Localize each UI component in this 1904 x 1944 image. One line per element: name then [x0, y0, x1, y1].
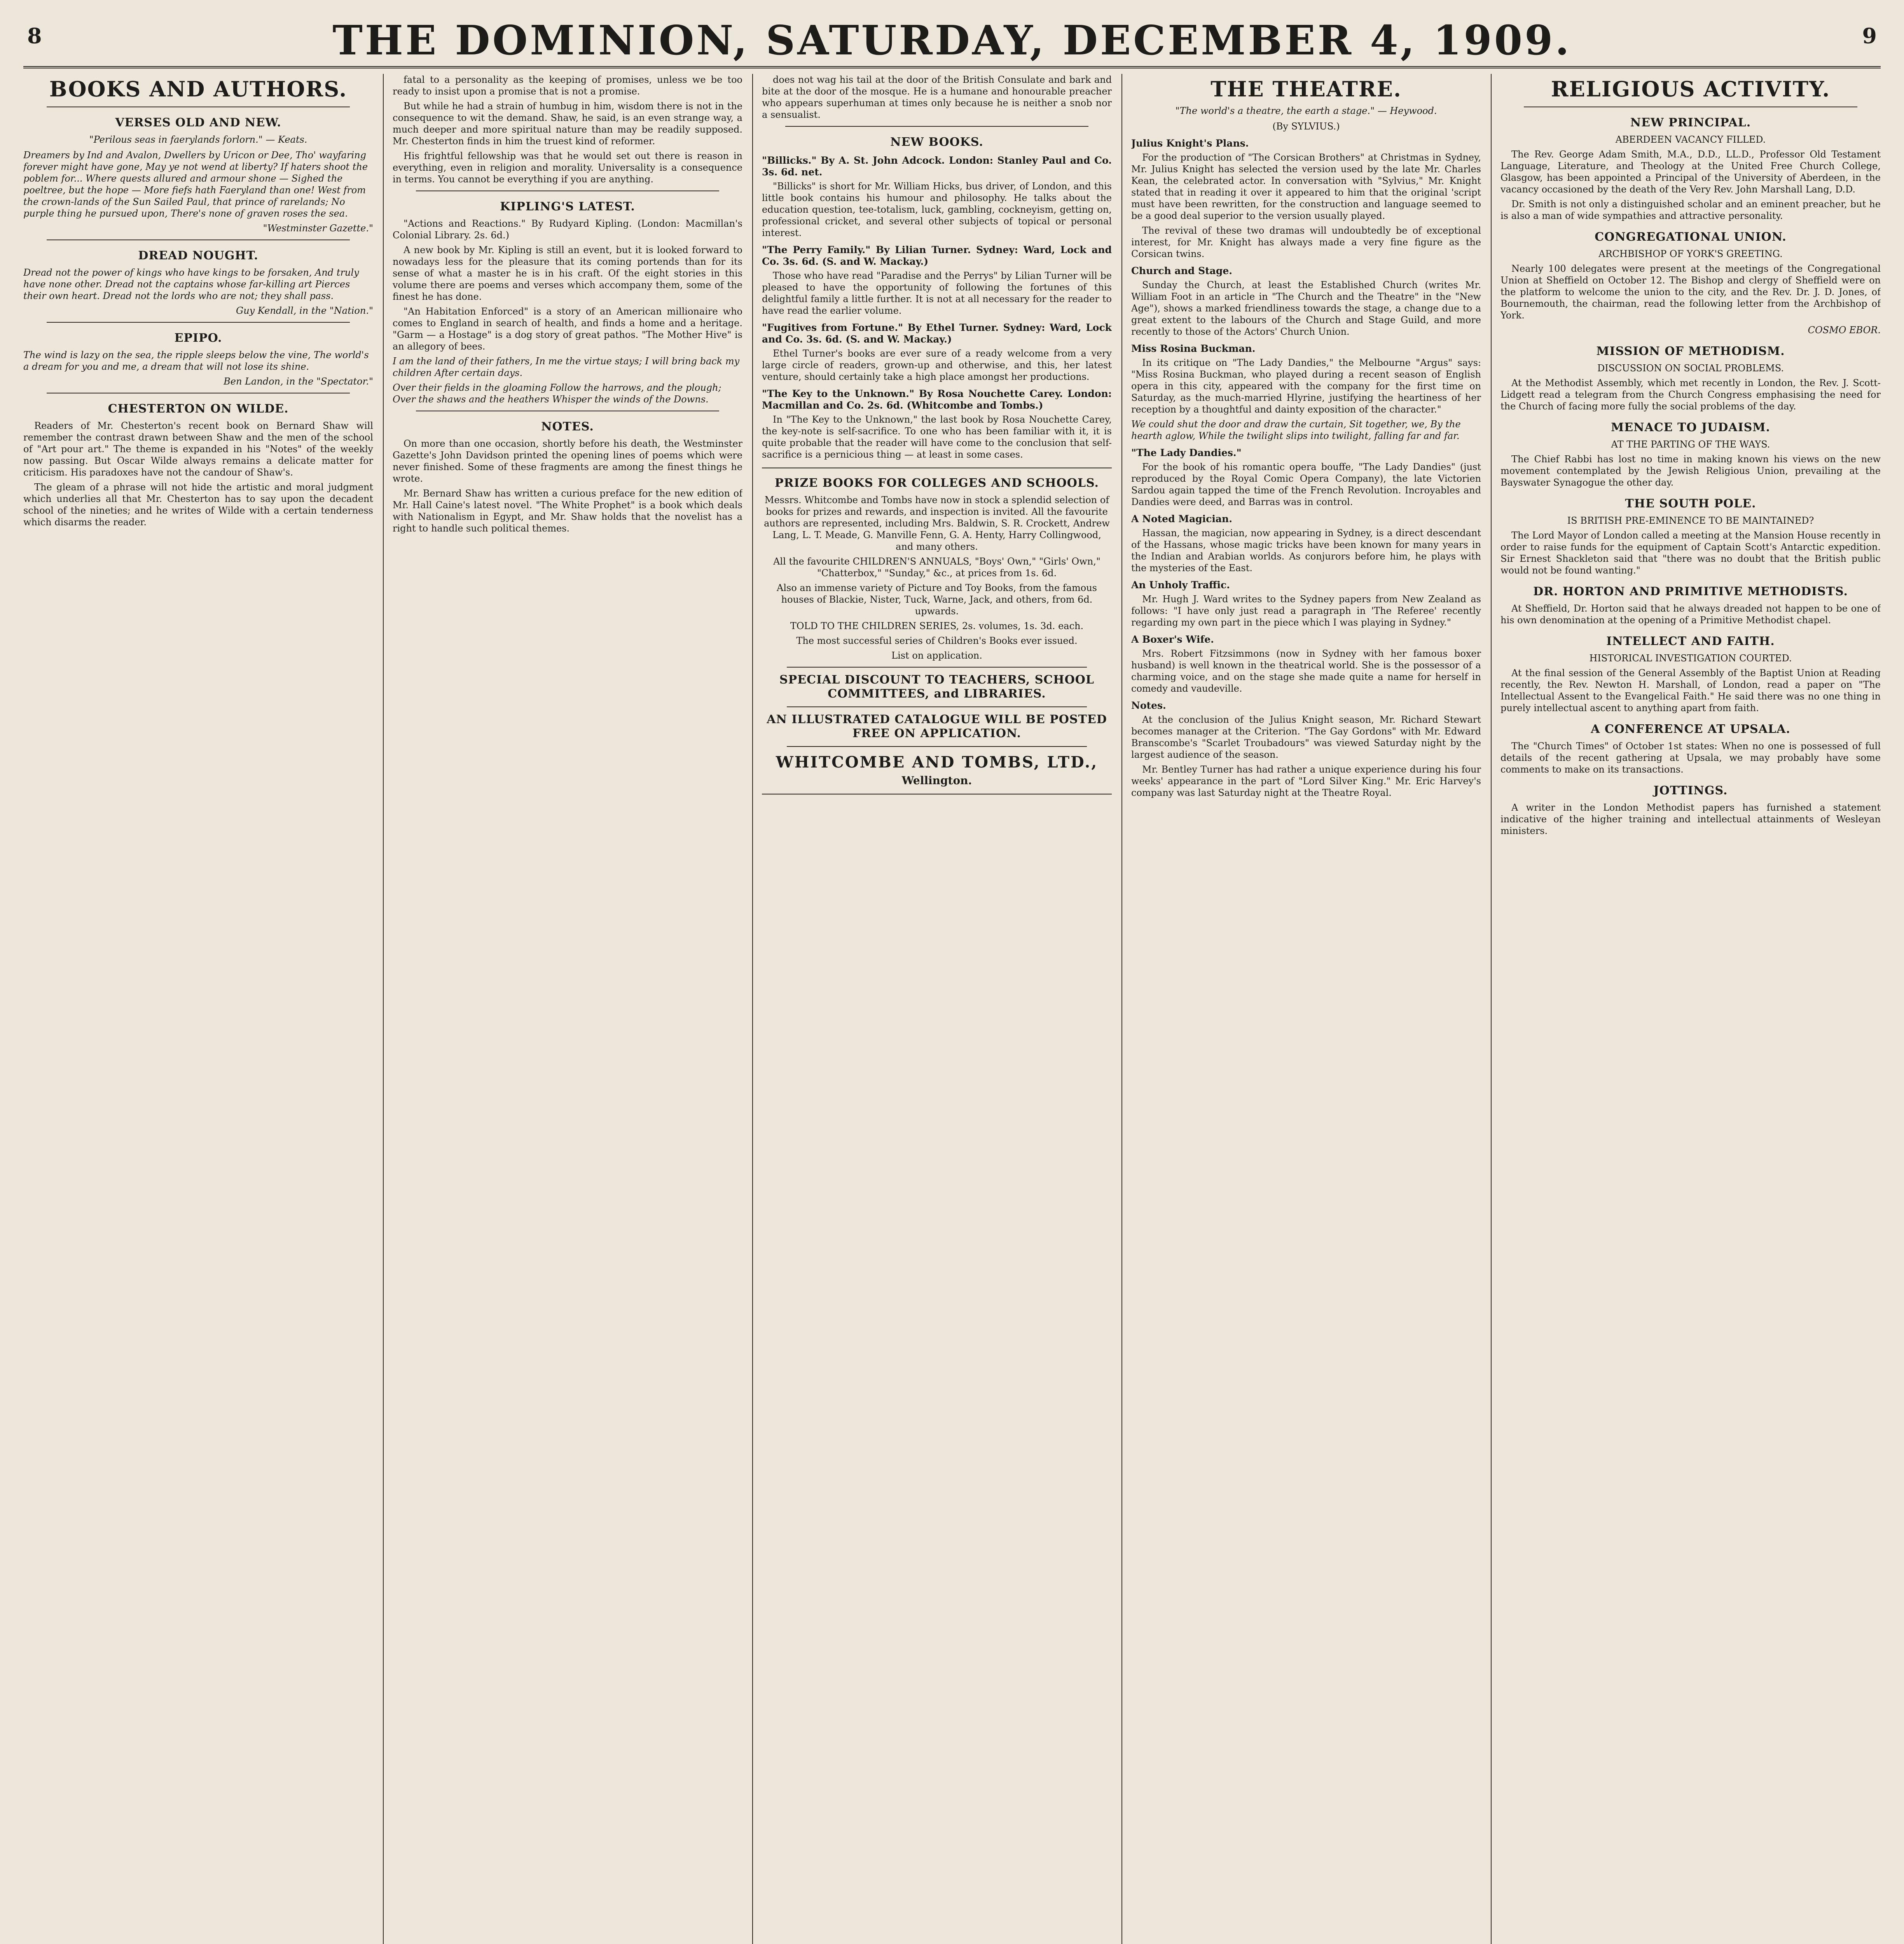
article-subheading: DISCUSSION ON SOCIAL PROBLEMS.: [1597, 363, 1784, 374]
verses-text: Dreamers by Ind and Avalon, Dwellers by Uricon or Dee, Tho' wayfaring forever might have gone, May ye not wend at liberty? If haters shoot the poblem for... Where quests allured and armour shone — Sighed the poeltree, but the hope — More fiefs hath Faeryland than one! West from the crown-lands of the Sun Sailed Paul, that prince of rarelands; No purple thing he pursued upon, There's none of graven roses the sea.: [23, 150, 368, 219]
article-text: At Sheffield, Dr. Horton said that he always dreaded not happen to be one of his own denomination at the opening of a Primitive Methodist chapel.: [1500, 603, 1881, 626]
verses-epigraph: "Perilous seas in faerylands forlorn." — Keats.: [89, 134, 307, 145]
masthead: [23, 8, 1881, 68]
continued-text: does not wag his tail at the door of the British Consulate and bark and bite at the door of the mosque. He is a humane and honourable preacher who appears superhuman at times only because he is neither a snob nor a sensualist.: [762, 74, 1112, 120]
article-heading-new-books: NEW BOOKS.: [890, 135, 983, 149]
body-text: His frightful fellowship was that he would set out there is reason in everything, even in religion and morality. Universality is a consequence in terms. You cannot be everything if you are anything.: [393, 150, 742, 185]
article-subheading: AT THE PARTING OF THE WAYS.: [1611, 439, 1770, 450]
section-heading-books: BOOKS AND AUTHORS.: [49, 77, 348, 101]
article-heading: THE SOUTH POLE.: [1625, 497, 1756, 510]
dread-signature: Guy Kendall, in the "Nation.": [236, 305, 373, 316]
ad-firm-name: WHITCOMBE AND TOMBS, LTD.,: [776, 753, 1098, 771]
kipling-text-2: "An Habitation Enforced" is a story of an American millionaire who comes to England in search of health, and finds a home and a heritage. "Garm — a Hostage" is a dog story of great pathos. "The Mother Hive" is an allegory of bees.: [393, 306, 742, 352]
article-subheading: IS BRITISH PRE-EMINENCE TO BE MAINTAINED?: [1567, 515, 1814, 526]
article-text: Hassan, the magician, now appearing in Sydney, is a direct descendant of the Hassans, whose magic tricks have been known for many years in the Indian and Arabian worlds. As conjurors before him, he plays with the mysteries of the East.: [1131, 528, 1481, 573]
theatre-epigraph: "The world's a theatre, the earth a stage." — Heywood.: [1175, 105, 1437, 116]
book-review: "Billicks" is short for Mr. William Hicks, bus driver, of London, and this little book contains his humour and philosophy. He talks about the education question, tee-totalism, luck, gambling, cockneyism, getting on, professional cricket, and several other subjects of topical or personal interest.: [762, 181, 1112, 238]
ad-heading: PRIZE BOOKS FOR COLLEGES AND SCHOOLS.: [774, 476, 1099, 490]
book-review: In "The Key to the Unknown," the last book by Rosa Nouchette Carey, the key-note is self-sacrifice. To one who has been familiar with it, it is quite probable that the reader will have come to the conclusion that self-sacrifice is a pernicious thing — at least in some cases.: [762, 414, 1112, 460]
article-text: Mr. Hugh J. Ward writes to the Sydney papers from New Zealand as follows: "I have only just read a paragraph in 'The Referee' recently regarding my own part in the piece which I was playing in Sydney.": [1131, 594, 1481, 628]
article-text: For the production of "The Corsican Brothers" at Christmas in Sydney, Mr. Julius Knight has selected the version used by the late Mr. Charles Kean, the celebrated actor. In conversation with "Sylvius," Mr. Knight stated that in reading it over it appeared to him that the original 'script must have been rewritten, for the construction and language seemed to be a good deal superior to the version usually played.: [1131, 152, 1481, 221]
chesterton-text: Readers of Mr. Chesterton's recent book on Bernard Shaw will remember the contrast drawn between Shaw and the men of the school of "Art pour art." The theme is expanded in his "Notes" of the weekly now passing. But Oscar Wilde always remains a delicate matter for criticism. His paradoxes have not the candour of Shaw's.: [23, 420, 373, 478]
article-heading-notes: NOTES.: [541, 420, 594, 434]
ad-text: TOLD TO THE CHILDREN SERIES, 2s. volumes, 1s. 3d. each.: [790, 621, 1084, 631]
article-text: At the conclusion of the Julius Knight season, Mr. Richard Stewart becomes manager at the Criterion. "The Gay Gordons" with Mr. Edward Branscombe's "Scarlet Troubadours" was viewed Saturday night by the largest audience of the season.: [1131, 714, 1481, 760]
article-heading-dread: DREAD NOUGHT.: [138, 249, 259, 262]
book-title: "Fugitives from Fortune." By Ethel Turner. Sydney: Ward, Lock and Co. 3s. 6d. (S. and W. Mackay.): [762, 322, 1112, 345]
notes-text: On more than one occasion, shortly before his death, the Westminster Gazette's John Davidson printed the opening lines of poems which were never finished. Some of these fragments are among the finest things he wrote.: [393, 438, 742, 484]
article-text: The Chief Rabbi has lost no time in making known his views on the new movement contemplated by the Jewish Religious Union, prevailing at the Bayswater Synagogue the other day.: [1500, 454, 1881, 488]
chesterton-text-2: The gleam of a phrase will not hide the artistic and moral judgment which underlies all that Mr. Chesterton has to say upon the decadent school of the nineties; and he writes of Wilde with a certain tenderness which disarms the reader.: [23, 482, 373, 528]
column-2: [393, 74, 742, 1944]
article-heading: JOTTINGS.: [1653, 784, 1728, 797]
verses-signature: "Westminster Gazette.": [263, 223, 373, 234]
article-text: In its critique on "The Lady Dandies," the Melbourne "Argus" says: "Miss Rosina Buckman, who played during a recent season of English opera in this city, appeared with the company for the first time on Saturday, as the much-married Hlyrine, justifying the heartiness of her reception by a thoughtful and dainty exposition of the character.": [1131, 357, 1481, 415]
article-heading: "The Lady Dandies.": [1131, 447, 1242, 458]
column-rule: [1491, 74, 1492, 1944]
article-heading: MENACE TO JUDAISM.: [1611, 421, 1770, 434]
ad-firm-city: Wellington.: [901, 774, 972, 787]
article-heading: CONGREGATIONAL UNION.: [1595, 230, 1787, 244]
section-heading-religious: RELIGIOUS ACTIVITY.: [1551, 77, 1831, 101]
book-title: "The Perry Family." By Lilian Turner. Sydney: Ward, Lock and Co. 3s. 6d. (S. and W. Mackay.): [762, 244, 1112, 267]
book-review: Ethel Turner's books are ever sure of a ready welcome from a very large circle of readers, grown-up and otherwise, and this, her latest venture, should certainly take a high place amongst her productions.: [762, 348, 1112, 382]
book-review: Those who have read "Paradise and the Perrys" by Lilian Turner will be pleased to have the opportunity of following the fortunes of this delightful family a little further. It is not at all necessary for the reader to have read the earlier volume.: [762, 270, 1112, 316]
article-text: Nearly 100 delegates were present at the meetings of the Congregational Union at Sheffield on October 12. The Bishop and clergy of Sheffield were on the platform to welcome the union to the city, and the Rev. Dr. J. D. Jones, of Bournemouth, the chairman, read the following letter from the Archbishop of York.: [1500, 263, 1881, 321]
section-heading-theatre: THE THEATRE.: [1211, 77, 1402, 101]
page-number-right: 9: [1862, 23, 1877, 48]
advertisement: [762, 467, 1112, 795]
body-text: But while he had a strain of humbug in him, wisdom there is not in the consequence to wit the demand. Shaw, he said, is an even strange way, a much deeper and more spiritual nature than may be readily supposed. Mr. Chesterton finds in him the truest kind of reformer.: [393, 101, 742, 147]
article-text: At the Methodist Assembly, which met recently in London, the Rev. J. Scott-Lidgett read a telegram from the Church Congress emphasising the need for the Church of facing more fully the social problems of the day.: [1500, 378, 1881, 412]
kipling-text: A new book by Mr. Kipling is still an event, but it is looked forward to nowadays less for the pleasure that its coming portends than for its sense of what a master he is in his craft. Of the eight stories in this volume there are poems and verses which accompany them, some of the finest he has done.: [393, 245, 742, 302]
article-text: The Lord Mayor of London called a meeting at the Mansion House recently in order to raise funds for the equipment of Captain Scott's Antarctic expedition. Sir Ernest Shackleton said that "there was no doubt that the British public would not be found wanting.": [1500, 530, 1881, 576]
epipo-text: The wind is lazy on the sea, the ripple sleeps below the vine, The world's a dream for you and me, a dream that will not lose its shine.: [23, 350, 369, 372]
article-heading: Julius Knight's Plans.: [1131, 138, 1249, 149]
article-heading: A Noted Magician.: [1131, 513, 1232, 524]
divider: [785, 126, 1088, 127]
column-rule: [1121, 74, 1122, 1944]
divider: [47, 322, 350, 323]
article-heading: INTELLECT AND FAITH.: [1606, 635, 1775, 648]
column-3: [762, 74, 1112, 1944]
article-heading: NEW PRINCIPAL.: [1630, 116, 1751, 129]
kipling-verse: I am the land of their fathers, In me the virtue stays; I will bring back my children After certain days.: [393, 356, 740, 378]
article-signature: COSMO EBOR.: [1808, 325, 1881, 336]
theatre-byline: (By SYLVIUS.): [1272, 121, 1340, 132]
article-subheading: HISTORICAL INVESTIGATION COURTED.: [1589, 653, 1792, 664]
article-verse: We could shut the door and draw the curtain, Sit together, we, By the hearth aglow, While the twilight slips into twilight, falling far and far.: [1131, 419, 1461, 441]
kipling-intro: "Actions and Reactions." By Rudyard Kipling. (London: Macmillan's Colonial Library. 2s. 6d.): [393, 218, 742, 241]
book-title: "Billicks." By A. St. John Adcock. London: Stanley Paul and Co. 3s. 6d. net.: [762, 155, 1112, 178]
article-text: The revival of these two dramas will undoubtedly be of exceptional interest, for Mr. Knight has always made a very fine figure as the Corsican twins.: [1131, 225, 1481, 259]
article-heading-verses: VERSES OLD AND NEW.: [115, 116, 281, 129]
ad-discount: SPECIAL DISCOUNT TO TEACHERS, SCHOOL COMMITTEES, and LIBRARIES.: [779, 673, 1094, 701]
article-heading: Church and Stage.: [1131, 265, 1232, 276]
article-text: The Rev. George Adam Smith, M.A., D.D., LL.D., Professor Old Testament Language, Literature, and Theology at the United Free Church College, Glasgow, has been appointed a Principal of the University of Aberdeen, in the vacancy occasioned by the death of the Very Rev. John Marshall Lang, D.D.: [1500, 149, 1881, 195]
article-heading: Miss Rosina Buckman.: [1131, 343, 1256, 354]
article-heading: A Boxer's Wife.: [1131, 634, 1214, 645]
ad-text: The most successful series of Children's Books ever issued.: [796, 635, 1078, 646]
ad-text: All the favourite CHILDREN'S ANNUALS, "Boys' Own," "Girls' Own," "Chatterbox," "Sunday," &c., at prices from 1s. 6d.: [773, 556, 1100, 579]
divider: [787, 667, 1087, 668]
ad-catalogue: AN ILLUSTRATED CATALOGUE WILL BE POSTED FREE ON APPLICATION.: [767, 713, 1107, 740]
article-heading-epipo: EPIPO.: [174, 331, 222, 345]
ad-text: List on application.: [891, 650, 982, 661]
article-text: Dr. Smith is not only a distinguished scholar and an eminent preacher, but he is also a man of wide sympathies and attractive personality.: [1500, 199, 1881, 221]
article-text: A writer in the London Methodist papers has furnished a statement indicative of the higher training and intellectual attainments of Wesleyan ministers.: [1500, 802, 1881, 836]
epipo-signature: Ben Landon, in the "Spectator.": [224, 376, 373, 387]
ad-text: Also an immense variety of Picture and Toy Books, from the famous houses of Blackie, Nister, Tuck, Warne, Jack, and others, from 6d. upwards.: [777, 582, 1097, 617]
article-text: For the book of his romantic opera bouffe, "The Lady Dandies" (just reproduced by the Royal Comic Opera Company), the late Victorien Sardou again tapped the time of the French Revolution. Incroyables and Dandies were deed, and Barras was in control.: [1131, 462, 1481, 507]
article-heading: DR. HORTON AND PRIMITIVE METHODISTS.: [1533, 585, 1848, 598]
article-heading: MISSION OF METHODISM.: [1596, 344, 1785, 358]
article-heading-chesterton: CHESTERTON ON WILDE.: [108, 402, 289, 416]
column-5: [1500, 74, 1881, 1944]
masthead-title: THE DOMINION, SATURDAY, DECEMBER 4, 1909.: [332, 16, 1572, 64]
notes-text-2: Mr. Bernard Shaw has written a curious preface for the new edition of Mr. Hall Caine's latest novel. "The White Prophet" is a book which deals with Nationalism in Egypt, and Mr. Shaw holds that the novelist has a right to handle such political themes.: [393, 488, 742, 534]
divider: [787, 706, 1087, 707]
column-rule: [752, 74, 753, 1944]
article-text: At the final session of the General Assembly of the Baptist Union at Reading recently, the Rev. Newton H. Marshall, of London, read a paper on "The Intellectual Assent to the Evangelical Faith." He said there was no one thing in purely intellectual ascent to anything apart from faith.: [1500, 668, 1881, 713]
article-heading: A CONFERENCE AT UPSALA.: [1591, 722, 1790, 736]
column-1: [23, 74, 373, 1944]
article-heading: An Unholy Traffic.: [1131, 579, 1230, 591]
book-title: "The Key to the Unknown." By Rosa Nouchette Carey. London: Macmillan and Co. 2s. 6d. (Whitcombe and Tombs.): [762, 388, 1112, 411]
column-4: [1131, 74, 1481, 1944]
article-text: Mr. Bentley Turner has had rather a unique experience during his four weeks' appearance in the part of "Lord Silver King." Mr. Eric Harvey's company was last Saturday night at the Theatre Royal.: [1131, 764, 1481, 798]
article-text: The "Church Times" of October 1st states: When no one is possessed of full details of the recent gathering at Upsala, we may probably have some comments to make on its transactions.: [1500, 741, 1881, 775]
article-heading: Notes.: [1131, 700, 1166, 711]
article-text: Sunday the Church, at least the Established Church (writes Mr. William Foot in an article in "The Church and the Theatre" in the "New Age"), shows a marked friendliness towards the stage, a change due to a great extent to the labours of the Church and Stage Guild, and more recently to those of the Actors' Church Union.: [1131, 280, 1481, 337]
article-text: Mrs. Robert Fitzsimmons (now in Sydney with her famous boxer husband) is well known in the theatrical world. She is the possessor of a charming voice, and on the stage she made quite a name for herself in comedy and vaudeville.: [1131, 648, 1481, 694]
continued-text: fatal to a personality as the keeping of promises, unless we be too ready to insist upon a promise that is not a promise.: [393, 74, 742, 97]
dread-text: Dread not the power of kings who have kings to be forsaken, And truly have none other. Dread not the captains whose far-killing art Pierces their own heart. Dread not the lords who are not; they shall pass.: [23, 267, 359, 301]
divider: [787, 746, 1087, 747]
column-rule: [383, 74, 384, 1944]
page-number-left: 8: [27, 23, 42, 48]
article-subheading: ABERDEEN VACANCY FILLED.: [1615, 134, 1766, 145]
article-subheading: ARCHBISHOP OF YORK'S GREETING.: [1598, 248, 1783, 259]
article-heading-kipling: KIPLING'S LATEST.: [500, 200, 635, 213]
ad-text: Messrs. Whitcombe and Tombs have now in stock a splendid selection of books for prizes and rewards, and inspection is invited. All the favourite authors are represented, including Mrs. Baldwin, S. R. Crockett, Andrew Lang, L. T. Meade, G. Manville Fenn, G. A. Henty, Harry Collingwood, and many others.: [764, 495, 1110, 552]
kipling-verse-2: Over their fields in the gloaming Follow the harrows, and the plough; Over the shaws and the heathers Whisper the winds of the Downs.: [393, 382, 721, 405]
